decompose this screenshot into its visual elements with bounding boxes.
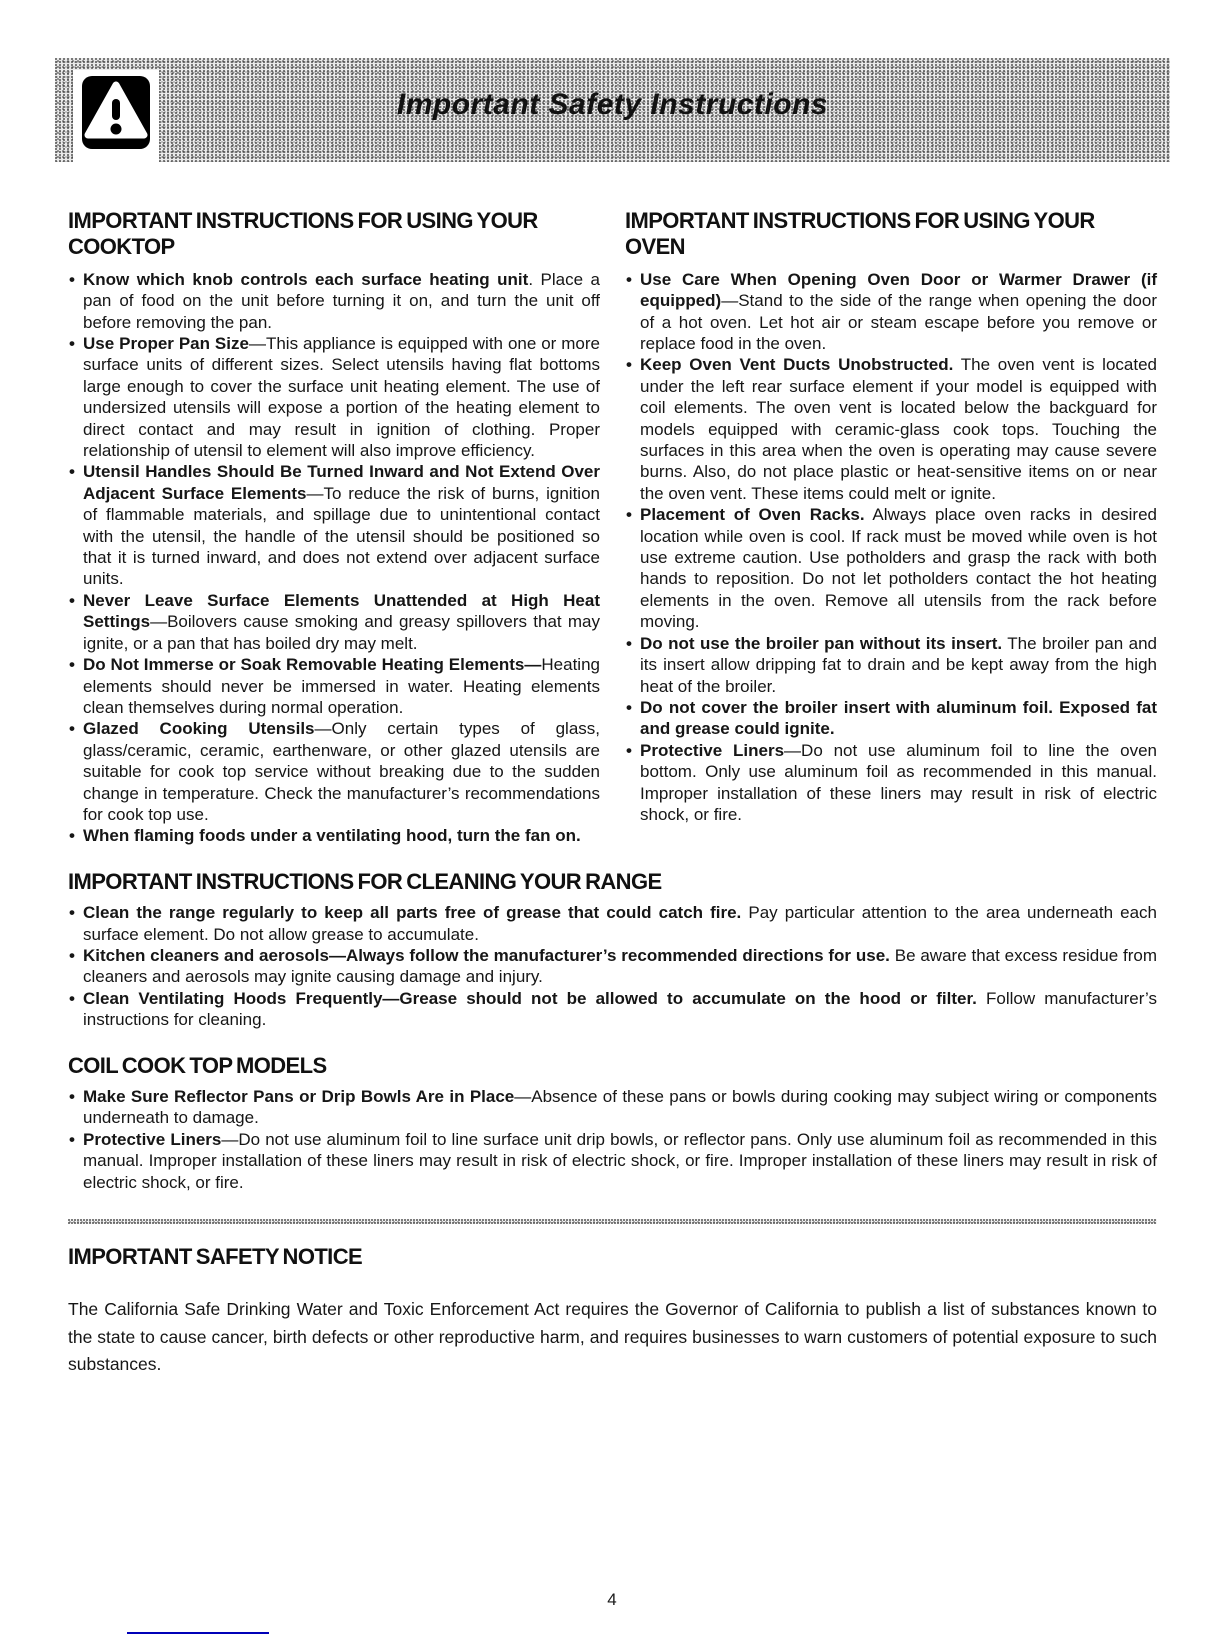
dotted-divider — [68, 1219, 1157, 1224]
bullet-item — [68, 825, 600, 846]
coil-section — [68, 1053, 1157, 1193]
bullet-body-text: —Boilovers cause smoking and greasy spillovers that may ignite, or a pan that has boiled dry may melt. — [83, 612, 600, 653]
bullet-bold-text: Clean Ventilating Hoods Frequently—Grease should not be allowed to accumulate on the hood or filter. — [83, 988, 977, 1008]
bullet-bold-text: Do not cover the broiler insert with aluminum foil. Exposed fat and grease could ignite. — [640, 697, 1157, 739]
bullet-bold-text: Kitchen cleaners and aerosols—Always follow the manufacturer’s recommended directions for use. — [83, 945, 890, 965]
bullet-item — [68, 945, 1157, 988]
oven-heading: IMPORTANT INSTRUCTIONS FOR USING YOUR OVEN — [625, 208, 1095, 260]
bullet-bold-text: Know which knob controls each surface heating unit — [83, 269, 529, 289]
bullet-item — [68, 654, 600, 718]
bullet-bold-text: Do Not Immerse or Soak Removable Heating Elements— — [83, 655, 542, 675]
bullet-body-text: . Place a pan of food on the unit before turning it on, and turn the unit off before removing the pan. — [83, 269, 600, 332]
bullet-body-text: Follow manufacturer’s instructions for cleaning. — [83, 988, 1157, 1030]
cleaning-bullet-list — [68, 902, 1157, 1030]
bullet-item — [68, 461, 600, 589]
bullet-body-text: —To reduce the risk of burns, ignition of flammable materials, and spillage due to unintentional contact with the utensil, the handle of the utensil should be positioned so that it is turned inward, and does not extend over adjacent surface units. — [83, 483, 600, 589]
bullet-body-text: —Absence of these pans or bowls during cooking may subject wiring or components underneath to damage. — [83, 1086, 1157, 1128]
bullet-item — [68, 269, 600, 333]
bullet-item — [68, 1129, 1157, 1193]
safety-banner — [55, 58, 1170, 162]
bullet-item — [68, 902, 1157, 945]
bullet-body-text: Always place oven racks in desired location while oven is cool. If rack must be moved while oven is hot use extreme caution. Use potholders and grasp the rack with both hands to reposition. Do not let potholders contact the hot heating elements in the oven. Remove all utensils from the rack before moving. — [640, 505, 1157, 632]
cleaning-heading: IMPORTANT INSTRUCTIONS FOR CLEANING YOUR RANGE — [68, 868, 662, 894]
oven-bullet-list — [625, 269, 1157, 826]
cooktop-heading: IMPORTANT INSTRUCTIONS FOR USING YOUR COOKTOP — [68, 208, 538, 260]
bullet-item — [625, 740, 1157, 826]
manual-page — [0, 58, 1224, 1609]
bullet-bold-text: Never Leave Surface Elements Unattended at High Heat Settings — [83, 590, 600, 632]
bullet-item — [68, 333, 600, 461]
bullet-item — [625, 354, 1157, 504]
bullet-body-text: —Stand to the side of the range when opening the door of a hot oven. Let hot air or steam escape before you remove or replace food in the oven. — [640, 291, 1157, 353]
bullet-bold-text: Placement of Oven Racks. — [640, 505, 865, 525]
bullet-item — [68, 988, 1157, 1031]
bullet-body-text: Pay particular attention to the area underneath each surface element. Do not allow grease to accumulate. — [83, 903, 1157, 944]
bullet-body-text: —This appliance is equipped with one or more surface units of different sizes. Select utensils having flat bottoms large enough to cover the surface unit heating element. The use of undersized utensils will expose a portion of the heating element to direct contact and may result in ignition of clothing. Proper relationship of utensil to element will also improve efficiency. — [83, 334, 601, 461]
bullet-item — [68, 590, 600, 654]
oven-section — [625, 208, 1157, 847]
bullet-bold-text: Use Care When Opening Oven Door or Warmer Drawer (if equipped) — [640, 269, 1157, 311]
bullet-body-text: Be aware that excess residue from cleaners and aerosols may ignite causing damage and injury. — [83, 945, 1157, 987]
page-number: 4 — [607, 1590, 617, 1609]
bullet-item — [625, 633, 1157, 697]
cooktop-section — [68, 208, 600, 847]
bullet-bold-text: Clean the range regularly to keep all parts free of grease that could catch fire. — [83, 903, 742, 923]
coil-bullet-list — [68, 1086, 1157, 1193]
cooktop-bullet-list — [68, 269, 600, 847]
bullet-bold-text: When flaming foods under a ventilating hood, turn the fan on. — [83, 826, 581, 846]
footer-underline — [127, 1632, 269, 1634]
bullet-item — [625, 504, 1157, 632]
coil-heading: COIL COOK TOP MODELS — [68, 1052, 327, 1078]
bullet-item — [625, 269, 1157, 355]
bullet-bold-text: Utensil Handles Should Be Turned Inward and Not Extend Over Adjacent Surface Elements — [83, 462, 600, 503]
bullet-body-text: Heating elements should never be immersed in water. Heating elements clean themselves during normal operation. — [83, 655, 600, 717]
page-content — [68, 208, 1157, 1378]
bullet-bold-text: Use Proper Pan Size — [83, 334, 249, 353]
bullet-item — [625, 697, 1157, 740]
bullet-bold-text: Protective Liners — [640, 740, 785, 760]
bullet-item — [68, 718, 600, 825]
safety-notice-heading: IMPORTANT SAFETY NOTICE — [68, 1244, 363, 1269]
bullet-body-text: The broiler pan and its insert allow dripping fat to drain and be kept away from the high heat of the broiler. — [640, 633, 1157, 696]
bullet-bold-text: Keep Oven Vent Ducts Unobstructed. — [640, 355, 954, 375]
bullet-bold-text: Protective Liners — [83, 1129, 222, 1149]
cleaning-section — [68, 869, 1157, 1031]
two-column-area — [68, 208, 1157, 847]
bullet-body-text: The oven vent is located under the left rear surface element if your model is equipped with coil elements. The oven vent is located below the backguard for models equipped with ceramic-glass cook tops. Touching the surfaces in this area when the oven is operating may cause severe burns. Also, do not place plastic or heat-sensitive items on or near the oven vent. These items could melt or ignite. — [640, 355, 1157, 503]
banner-title: Important Safety Instructions — [396, 88, 829, 121]
bullet-body-text: —Only certain types of glass, glass/ceramic, ceramic, earthenware, or other glazed utensils are suitable for cook top service without breaking due to the sudden change in temperature. Check the manufacturer’s recommendations for cook top use. — [83, 719, 601, 824]
bullet-body-text: —Do not use aluminum foil to line the oven bottom. Only use aluminum foil as recommended in this manual. Improper installation of these liners may result in risk of electric shock, or fire. — [640, 740, 1157, 824]
bullet-bold-text: Glazed Cooking Utensils — [83, 719, 315, 739]
bullet-body-text: —Do not use aluminum foil to line surface unit drip bowls, or reflector pans. Only use aluminum foil as recommended in this manual. Improper installation of these liners may result in risk of electric shock, or fire. Improper installation of these liners may result in risk of electric shock, or fire. — [83, 1129, 1157, 1192]
bullet-item — [68, 1086, 1157, 1129]
safety-notice-section — [68, 1244, 1157, 1378]
notice-paragraph: The California Safe Drinking Water and Toxic Enforcement Act requires the Governor of California to publish a list of substances known to the state to cause cancer, birth defects or other reproductive harm, and requires businesses to warn customers of potential exposure to such substances. — [68, 1299, 1157, 1374]
bullet-bold-text: Do not use the broiler pan without its insert. — [640, 633, 1003, 653]
bullet-bold-text: Make Sure Reflector Pans or Drip Bowls Are in Place — [83, 1086, 515, 1106]
